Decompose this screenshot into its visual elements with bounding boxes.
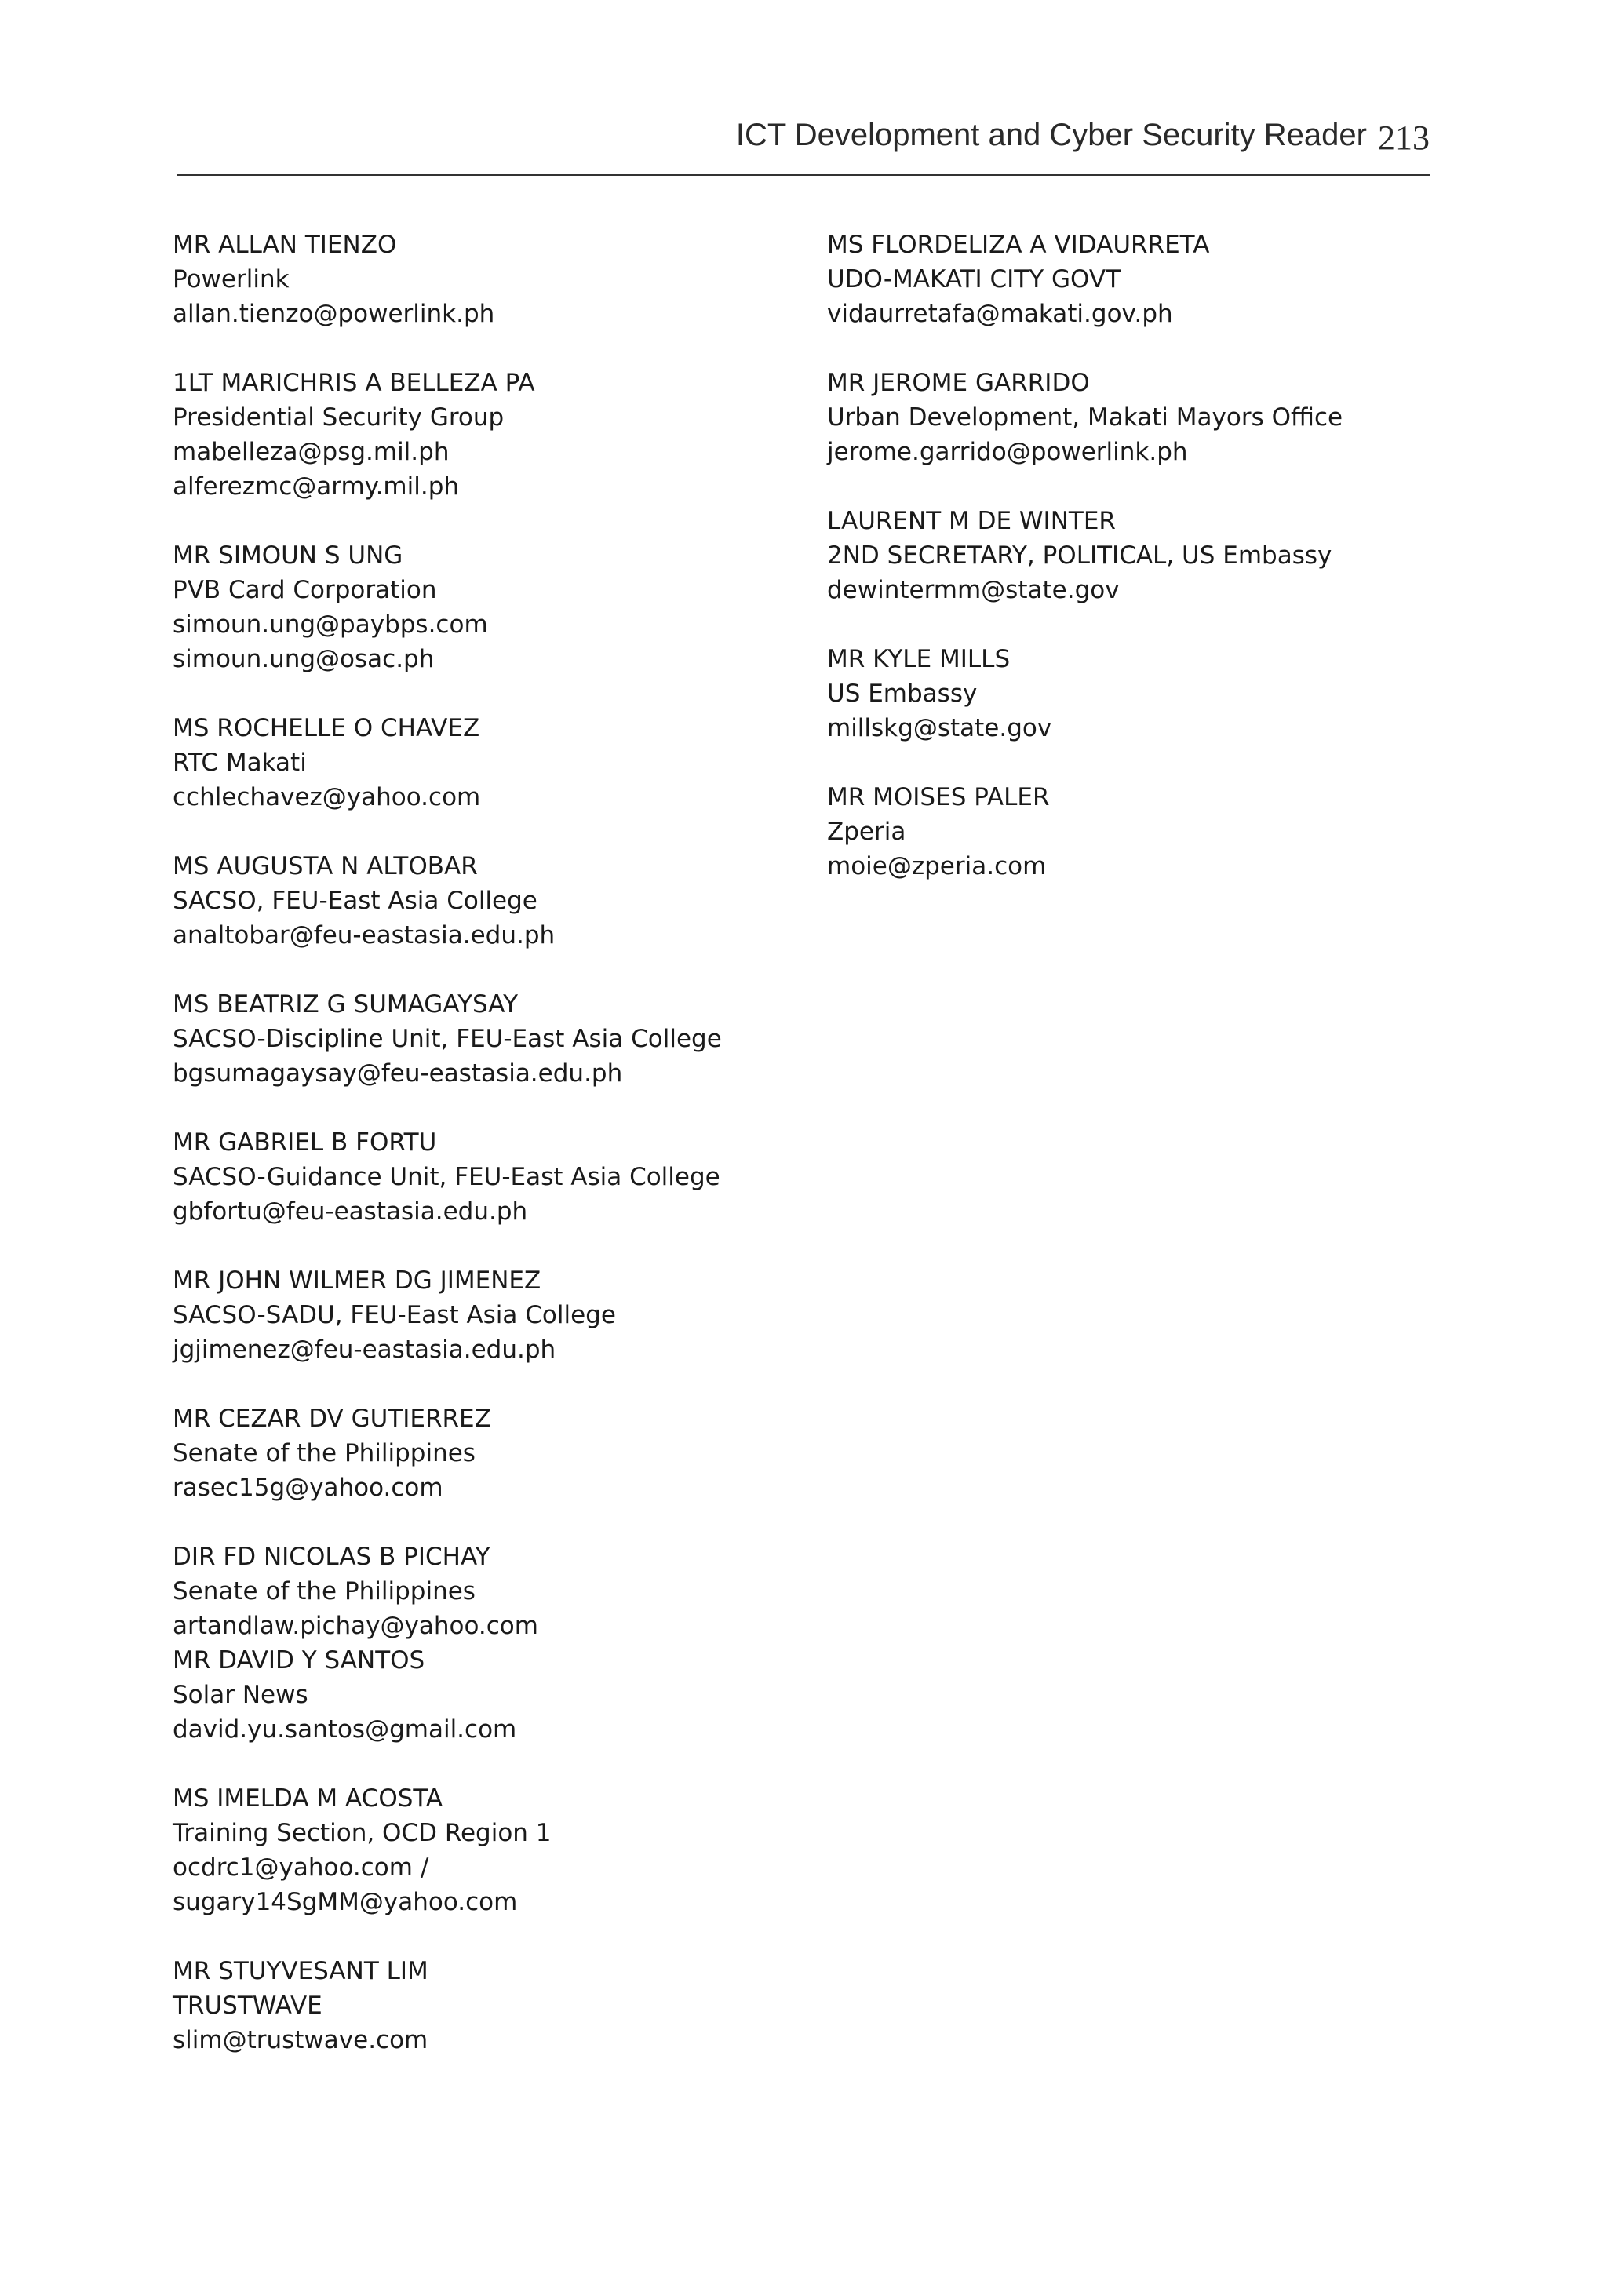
contact-entry <box>827 366 1439 469</box>
contact-name: DIR FD NICOLAS B PICHAY <box>173 1543 490 1571</box>
contact-entry <box>173 538 785 676</box>
contact-name: 1LT MARICHRIS A BELLEZA PA <box>173 369 535 397</box>
contact-organization: Training Section, OCD Region 1 <box>173 1819 552 1847</box>
contact-email: artandlaw.pichay@yahoo.com <box>173 1612 538 1640</box>
contact-name: MS FLORDELIZA A VIDAURRETA <box>827 231 1210 259</box>
contact-entry <box>827 228 1439 331</box>
contact-entry <box>827 504 1439 607</box>
contact-organization: SACSO-Discipline Unit, FEU-East Asia College <box>173 1025 722 1053</box>
contact-email: rasec15g@yahoo.com <box>173 1474 443 1502</box>
contact-organization: Zperia <box>827 818 906 846</box>
contact-entry <box>173 987 785 1091</box>
contact-organization: 2ND SECRETARY, POLITICAL, US Embassy <box>827 541 1332 570</box>
contact-email: bgsumagaysay@feu-eastasia.edu.ph <box>173 1059 623 1088</box>
contact-organization: Senate of the Philippines <box>173 1439 476 1467</box>
contact-entry <box>173 711 785 815</box>
running-header <box>177 110 1430 176</box>
contact-organization: UDO-MAKATI CITY GOVT <box>827 265 1121 293</box>
contact-organization: Powerlink <box>173 265 290 293</box>
contact-entry <box>173 228 785 331</box>
contact-organization: Solar News <box>173 1681 308 1709</box>
contact-email: alferezmc@army.mil.ph <box>173 472 460 501</box>
contact-name: MR JEROME GARRIDO <box>827 369 1090 397</box>
contact-name: MS AUGUSTA N ALTOBAR <box>173 852 478 880</box>
contact-name: MR ALLAN TIENZO <box>173 231 397 259</box>
contact-organization: SACSO-Guidance Unit, FEU-East Asia College <box>173 1163 720 1191</box>
contact-name: MS BEATRIZ G SUMAGAYSAY <box>173 990 519 1019</box>
contact-name: MR KYLE MILLS <box>827 645 1011 673</box>
contact-email: allan.tienzo@powerlink.ph <box>173 300 495 328</box>
contact-email: vidaurretafa@makati.gov.ph <box>827 300 1173 328</box>
contact-name: MR STUYVESANT LIM <box>173 1957 428 1985</box>
contact-name: MS ROCHELLE O CHAVEZ <box>173 714 480 742</box>
contact-organization: TRUSTWAVE <box>173 1992 322 2020</box>
contact-organization: Presidential Security Group <box>173 403 505 432</box>
contact-entry <box>173 849 785 953</box>
contact-email: mabelleza@psg.mil.ph <box>173 438 450 466</box>
contact-organization: Senate of the Philippines <box>173 1577 476 1605</box>
contact-email: dewintermm@state.gov <box>827 576 1120 604</box>
contact-name: MR DAVID Y SANTOS <box>173 1646 425 1675</box>
contact-organization: US Embassy <box>827 680 978 708</box>
contact-email: cchlechavez@yahoo.com <box>173 783 481 811</box>
contact-name: MR CEZAR DV GUTIERREZ <box>173 1405 491 1433</box>
contact-organization: SACSO, FEU-East Asia College <box>173 887 537 915</box>
contact-organization: PVB Card Corporation <box>173 576 437 604</box>
contact-email: analtobar@feu-eastasia.edu.ph <box>173 921 556 949</box>
contact-email: david.yu.santos@gmail.com <box>173 1715 517 1744</box>
contact-email: simoun.ung@paybps.com <box>173 610 488 639</box>
contact-email: gbfortu@feu-eastasia.edu.ph <box>173 1197 528 1226</box>
contact-entry <box>173 366 785 504</box>
contact-entry <box>173 1643 785 1747</box>
contact-email: moie@zperia.com <box>827 852 1047 880</box>
contact-email: slim@trustwave.com <box>173 2026 428 2054</box>
contact-organization: RTC Makati <box>173 749 307 777</box>
contact-entry <box>173 1540 785 1643</box>
contact-organization: SACSO-SADU, FEU-East Asia College <box>173 1301 616 1329</box>
left-column <box>173 228 785 2092</box>
contact-email: ocdrc1@yahoo.com / <box>173 1853 429 1882</box>
contact-entry <box>173 1263 785 1367</box>
contact-name: MS IMELDA M ACOSTA <box>173 1784 443 1813</box>
contact-name: MR JOHN WILMER DG JIMENEZ <box>173 1266 541 1295</box>
contact-name: MR MOISES PALER <box>827 783 1050 811</box>
contact-name: LAURENT M DE WINTER <box>827 507 1116 535</box>
contact-entry <box>173 1781 785 1919</box>
contact-entry <box>173 1954 785 2057</box>
contact-name: MR GABRIEL B FORTU <box>173 1128 437 1157</box>
page-number: 213 <box>1378 118 1430 157</box>
contact-entry <box>827 780 1439 884</box>
contact-entry <box>173 1401 785 1505</box>
contact-email: sugary14SgMM@yahoo.com <box>173 1888 518 1916</box>
contact-email: simoun.ung@osac.ph <box>173 645 435 673</box>
contact-entry <box>827 642 1439 745</box>
contact-name: MR SIMOUN S UNG <box>173 541 403 570</box>
right-column <box>827 228 1439 918</box>
contact-email: millskg@state.gov <box>827 714 1052 742</box>
contact-email: jgjimenez@feu-eastasia.edu.ph <box>173 1336 556 1364</box>
contact-entry <box>173 1125 785 1229</box>
contact-organization: Urban Development, Makati Mayors Office <box>827 403 1343 432</box>
header-title: ICT Development and Cyber Security Reader <box>735 118 1367 152</box>
contact-email: jerome.garrido@powerlink.ph <box>827 438 1188 466</box>
